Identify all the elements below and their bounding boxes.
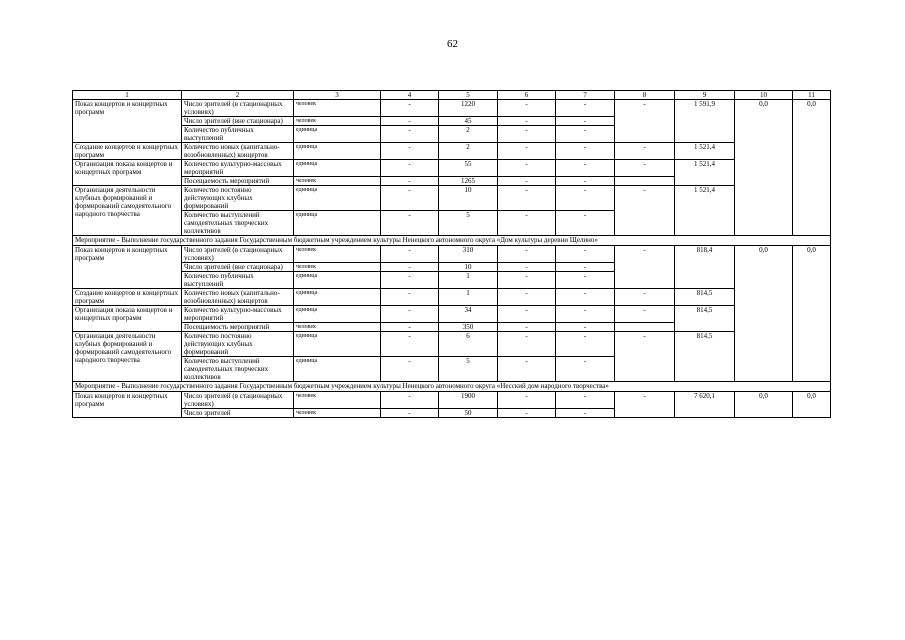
table-row bbox=[73, 392, 831, 409]
value-cell: - bbox=[381, 160, 439, 177]
indicator-cell: Количество новых (капитально-возобновленных) концертов bbox=[182, 289, 294, 306]
indicator-cell: Количество постоянно действующих клубных формирований bbox=[182, 186, 294, 211]
value-cell: - bbox=[381, 357, 439, 382]
value-cell: - bbox=[615, 306, 675, 323]
amount-cell: 0,0 bbox=[735, 246, 793, 382]
value-cell: 5 bbox=[439, 357, 498, 382]
value-cell: - bbox=[556, 306, 615, 323]
value-cell: - bbox=[381, 409, 439, 418]
value-cell: - bbox=[556, 160, 615, 177]
indicator-cell: Число зрителей bbox=[182, 409, 294, 418]
activity-cell: Показ концертов и концертных программ bbox=[73, 392, 182, 418]
unit-cell: человек bbox=[294, 246, 381, 263]
value-cell: 10 bbox=[439, 186, 498, 211]
table-header-row bbox=[73, 91, 831, 100]
unit-cell: человек bbox=[294, 100, 381, 117]
value-cell: - bbox=[498, 263, 556, 272]
value-cell: - bbox=[381, 100, 439, 117]
table-row bbox=[73, 289, 831, 306]
value-cell: - bbox=[498, 289, 556, 306]
column-header: 8 bbox=[615, 91, 675, 100]
table-row bbox=[73, 186, 831, 211]
value-cell: 2 bbox=[439, 126, 498, 143]
table-row bbox=[73, 332, 831, 357]
value-cell: 2 bbox=[439, 143, 498, 160]
unit-cell: человек bbox=[294, 323, 381, 332]
amount-cell: 1 521,4 bbox=[675, 160, 735, 186]
column-header: 1 bbox=[73, 91, 182, 100]
amount-cell: 0,0 bbox=[793, 246, 831, 382]
activity-cell: Создание концертов и концертных программ bbox=[73, 143, 182, 160]
unit-cell: человек bbox=[294, 263, 381, 272]
value-cell: - bbox=[556, 100, 615, 117]
indicator-cell: Количество культурно-массовых мероприятий bbox=[182, 160, 294, 177]
value-cell: - bbox=[556, 126, 615, 143]
value-cell: - bbox=[498, 143, 556, 160]
value-cell: - bbox=[381, 117, 439, 126]
value-cell bbox=[615, 177, 675, 186]
value-cell: - bbox=[381, 263, 439, 272]
amount-cell: 1 591,9 bbox=[675, 100, 735, 143]
indicator-cell: Число зрителей (в стационарных условиях) bbox=[182, 392, 294, 409]
activity-cell: Организация показа концертов и концертных программ bbox=[73, 160, 182, 186]
table-row bbox=[73, 160, 831, 177]
value-cell: 55 bbox=[439, 160, 498, 177]
value-cell: - bbox=[556, 246, 615, 263]
value-cell: - bbox=[556, 263, 615, 272]
value-cell: - bbox=[498, 117, 556, 126]
column-header: 4 bbox=[381, 91, 439, 100]
value-cell: - bbox=[498, 357, 556, 382]
indicator-cell: Число зрителей (в стационарных условиях) bbox=[182, 100, 294, 117]
value-cell: - bbox=[498, 272, 556, 289]
value-cell: - bbox=[615, 392, 675, 418]
amount-cell: 1 521,4 bbox=[675, 143, 735, 160]
unit-cell: единица bbox=[294, 186, 381, 211]
indicator-cell: Количество выступлений самодеятельных творческих коллективов bbox=[182, 211, 294, 236]
value-cell: 1900 bbox=[439, 392, 498, 409]
column-header: 6 bbox=[498, 91, 556, 100]
amount-cell: 814,5 bbox=[675, 306, 735, 332]
value-cell: 34 bbox=[439, 306, 498, 323]
indicator-cell: Число зрителей (в стационарных условиях) bbox=[182, 246, 294, 263]
value-cell: 6 bbox=[439, 332, 498, 357]
amount-cell: 7 620,1 bbox=[675, 392, 735, 418]
value-cell: 45 bbox=[439, 117, 498, 126]
unit-cell: человек bbox=[294, 409, 381, 418]
activity-cell: Создание концертов и концертных программ bbox=[73, 289, 182, 306]
value-cell: - bbox=[381, 211, 439, 236]
value-cell: - bbox=[615, 100, 675, 143]
activity-cell: Организация показа концертов и концертных программ bbox=[73, 306, 182, 332]
unit-cell: единица bbox=[294, 126, 381, 143]
value-cell: 1 bbox=[439, 272, 498, 289]
amount-cell: 814,5 bbox=[675, 289, 735, 306]
section-row bbox=[73, 236, 831, 246]
value-cell: - bbox=[498, 211, 556, 236]
value-cell: - bbox=[556, 143, 615, 160]
indicator-cell: Число зрителей (вне стационара) bbox=[182, 263, 294, 272]
amount-cell: 1 521,4 bbox=[675, 186, 735, 236]
value-cell: - bbox=[381, 272, 439, 289]
value-cell: - bbox=[556, 211, 615, 236]
value-cell: - bbox=[615, 160, 675, 177]
table-row bbox=[73, 306, 831, 323]
page-number: 62 bbox=[447, 38, 458, 50]
amount-cell: 0,0 bbox=[735, 100, 793, 236]
value-cell: - bbox=[381, 143, 439, 160]
section-title: Мероприятие - Выполнение государственного задания Государственным бюджетным учреждением культуры Ненецкого автономного округа «Дом культуры деревни Щелино» bbox=[73, 236, 831, 246]
value-cell: - bbox=[498, 126, 556, 143]
table-row bbox=[73, 143, 831, 160]
value-cell: - bbox=[556, 357, 615, 382]
unit-cell: человек bbox=[294, 392, 381, 409]
value-cell: - bbox=[615, 289, 675, 306]
amount-cell: 0,0 bbox=[793, 100, 831, 236]
value-cell: 5 bbox=[439, 211, 498, 236]
value-cell: - bbox=[498, 246, 556, 263]
value-cell: - bbox=[615, 143, 675, 160]
indicator-cell: Число зрителей (вне стационара) bbox=[182, 117, 294, 126]
value-cell: - bbox=[381, 392, 439, 409]
value-cell: - bbox=[556, 392, 615, 409]
value-cell: - bbox=[381, 306, 439, 323]
value-cell: - bbox=[615, 246, 675, 289]
section-title: Мероприятие - Выполнение государственного задания Государственным бюджетным учреждением культуры Ненецкого автономного округа «Несский дом народного творчества» bbox=[73, 382, 831, 392]
value-cell: 350 bbox=[439, 323, 498, 332]
value-cell: - bbox=[556, 289, 615, 306]
value-cell: - bbox=[556, 177, 615, 186]
value-cell: - bbox=[556, 323, 615, 332]
value-cell: - bbox=[381, 289, 439, 306]
unit-cell: единица bbox=[294, 160, 381, 177]
activity-cell: Показ концертов и концертных программ bbox=[73, 100, 182, 143]
column-header: 3 bbox=[294, 91, 381, 100]
amount-cell: 0,0 bbox=[735, 392, 793, 418]
value-cell: - bbox=[381, 177, 439, 186]
value-cell: - bbox=[556, 186, 615, 211]
value-cell: - bbox=[381, 323, 439, 332]
unit-cell: единица bbox=[294, 306, 381, 323]
value-cell: - bbox=[381, 126, 439, 143]
value-cell: - bbox=[381, 332, 439, 357]
value-cell: - bbox=[498, 160, 556, 177]
value-cell: 1265 bbox=[439, 177, 498, 186]
indicator-cell: Посещаемость мероприятий bbox=[182, 323, 294, 332]
unit-cell: единица bbox=[294, 211, 381, 236]
table-row bbox=[73, 246, 831, 263]
value-cell: - bbox=[498, 409, 556, 418]
indicator-cell: Количество культурно-массовых мероприятий bbox=[182, 306, 294, 323]
unit-cell: человек bbox=[294, 117, 381, 126]
value-cell: 310 bbox=[439, 246, 498, 263]
indicator-cell: Количество публичных выступлений bbox=[182, 126, 294, 143]
column-header: 7 bbox=[556, 91, 615, 100]
indicator-cell: Количество публичных выступлений bbox=[182, 272, 294, 289]
value-cell: - bbox=[498, 306, 556, 323]
table-row bbox=[73, 100, 831, 117]
indicator-cell: Посещаемость мероприятий bbox=[182, 177, 294, 186]
value-cell: 50 bbox=[439, 409, 498, 418]
indicator-cell: Количество выступлений самодеятельных творческих коллективов bbox=[182, 357, 294, 382]
report-table bbox=[72, 90, 831, 418]
activity-cell: Организация деятельности клубных формирований и формирований самодеятельного народного творчества bbox=[73, 332, 182, 382]
value-cell: 10 bbox=[439, 263, 498, 272]
value-cell: - bbox=[498, 323, 556, 332]
value-cell: - bbox=[498, 177, 556, 186]
indicator-cell: Количество постоянно действующих клубных формирований bbox=[182, 332, 294, 357]
amount-cell: 0,0 bbox=[793, 392, 831, 418]
value-cell: - bbox=[498, 100, 556, 117]
unit-cell: человек bbox=[294, 177, 381, 186]
section-row bbox=[73, 382, 831, 392]
indicator-cell: Количество новых (капитально-возобновленных) концертов bbox=[182, 143, 294, 160]
value-cell: 1 bbox=[439, 289, 498, 306]
value-cell: - bbox=[498, 186, 556, 211]
column-header: 2 bbox=[182, 91, 294, 100]
value-cell: - bbox=[615, 186, 675, 236]
unit-cell: единица bbox=[294, 332, 381, 357]
unit-cell: единица bbox=[294, 289, 381, 306]
value-cell: - bbox=[381, 186, 439, 211]
column-header: 10 bbox=[735, 91, 793, 100]
value-cell: - bbox=[556, 117, 615, 126]
value-cell: - bbox=[498, 392, 556, 409]
column-header: 9 bbox=[675, 91, 735, 100]
activity-cell: Показ концертов и концертных программ bbox=[73, 246, 182, 289]
amount-cell: 814,5 bbox=[675, 332, 735, 382]
value-cell: 1220 bbox=[439, 100, 498, 117]
value-cell: - bbox=[556, 272, 615, 289]
unit-cell: единица bbox=[294, 272, 381, 289]
amount-cell: 818,4 bbox=[675, 246, 735, 289]
value-cell: - bbox=[381, 246, 439, 263]
value-cell bbox=[615, 323, 675, 332]
value-cell: - bbox=[556, 332, 615, 357]
activity-cell: Организация деятельности клубных формирований и формирований самодеятельного народного творчества bbox=[73, 186, 182, 236]
unit-cell: единица bbox=[294, 357, 381, 382]
value-cell: - bbox=[615, 332, 675, 382]
value-cell: - bbox=[498, 332, 556, 357]
unit-cell: единица bbox=[294, 143, 381, 160]
column-header: 11 bbox=[793, 91, 831, 100]
column-header: 5 bbox=[439, 91, 498, 100]
value-cell: - bbox=[556, 409, 615, 418]
